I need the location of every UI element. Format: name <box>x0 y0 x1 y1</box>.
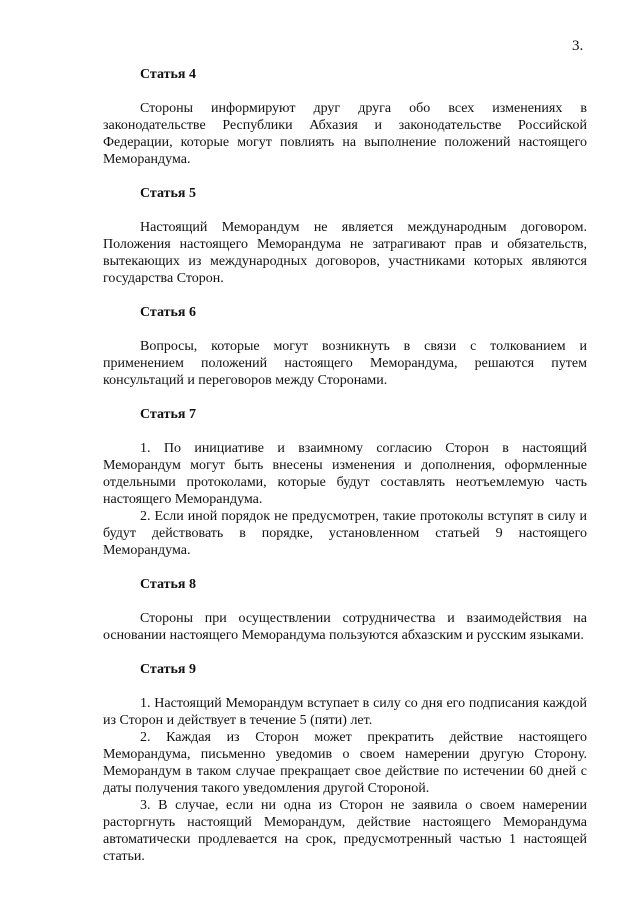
document-body <box>103 66 587 865</box>
article-paragraph: 3. В случае, если ни одна из Сторон не заявила о своем намерении расторгнуть настоящий Меморандум, действие настоящего Меморандума автоматически продлевается на срок, предусмотренный частью 1 настоящей статьи. <box>103 798 587 864</box>
article-heading: Статья 8 <box>140 577 196 592</box>
article-8 <box>103 576 587 644</box>
article-heading: Статья 5 <box>140 186 196 201</box>
article-paragraph: 1. По инициативе и взаимному согласию Сторон в настоящий Меморандум могут быть внесены изменения и дополнения, оформленные отдельными протоколами, которые будут составлять неотъемлемую часть настоящего Меморандума. <box>103 441 587 507</box>
page-number: 3. <box>572 38 584 54</box>
article-paragraph: Стороны при осуществлении сотрудничества и взаимодействия на основании настоящего Меморандума пользуются абхазским и русским языками. <box>103 611 587 643</box>
article-paragraph: Настоящий Меморандум не является международным договором. Положения настоящего Меморандума не затрагивают прав и обязательств, вытекающих из международных договоров, участниками которых являются государства Сторон. <box>103 220 587 286</box>
article-paragraph: 1. Настоящий Меморандум вступает в силу со дня его подписания каждой из Сторон и действует в течение 5 (пяти) лет. <box>103 696 587 728</box>
article-9 <box>103 661 587 865</box>
article-heading: Статья 6 <box>140 305 196 320</box>
article-5 <box>103 185 587 287</box>
article-6 <box>103 304 587 389</box>
article-7 <box>103 406 587 559</box>
article-heading: Статья 4 <box>140 67 196 82</box>
article-paragraph: Вопросы, которые могут возникнуть в связи с толкованием и применением положений настоящего Меморандума, решаются путем консультаций и переговоров между Сторонами. <box>103 339 587 388</box>
article-heading: Статья 9 <box>140 662 196 677</box>
article-paragraph: Стороны информируют друг друга обо всех изменениях в законодательстве Республики Абхазия и законодательстве Российской Федерации, которые могут повлиять на выполнение положений настоящего Меморандума. <box>103 101 587 167</box>
article-paragraph: 2. Если иной порядок не предусмотрен, такие протоколы вступят в силу и будут действовать в порядке, установленном статьей 9 настоящего Меморандума. <box>103 509 587 558</box>
article-4 <box>103 66 587 168</box>
article-heading: Статья 7 <box>140 407 196 422</box>
article-paragraph: 2. Каждая из Сторон может прекратить действие настоящего Меморандума, письменно уведомив о своем намерении другую Сторону. Меморандум в таком случае прекращает свое действие по истечении 60 дней с даты получения такого уведомления другой Стороной. <box>103 730 587 796</box>
